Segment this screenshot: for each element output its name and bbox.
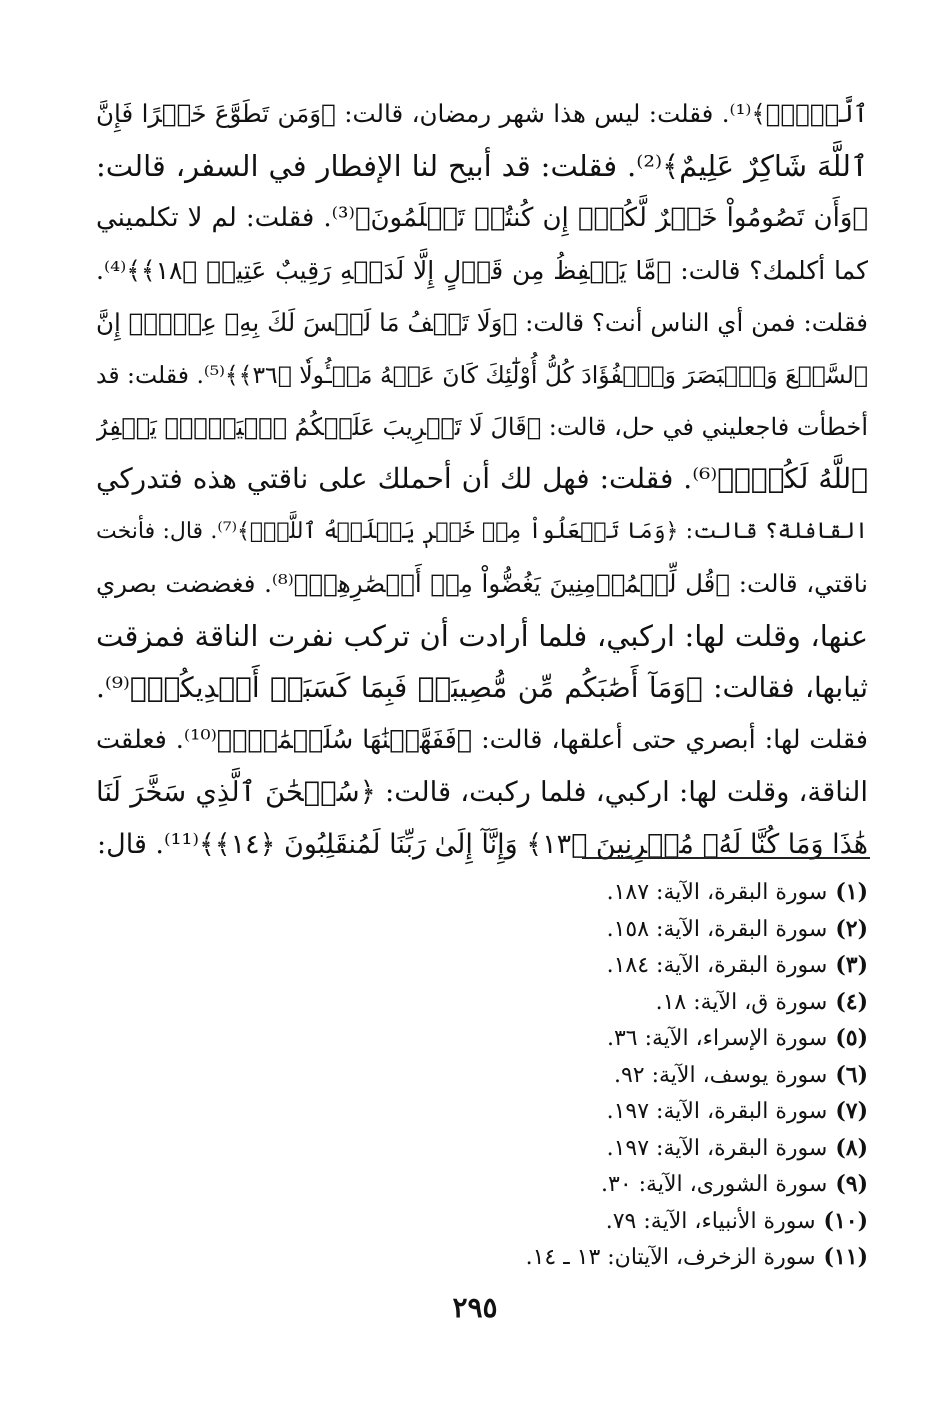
text-line-2: ٱللَّهَ شَاكِرٌ عَلِيمٌ﴾⁽²⁾. فقلت: قد أبيح لنا الإفطار في السفر، قالت: — [96, 149, 868, 184]
footnote-item — [330, 947, 868, 984]
footnote-number: (٣) — [835, 952, 868, 978]
footnote-item — [330, 1203, 868, 1240]
main-text — [96, 88, 868, 871]
footnote-text: سورة الأنبياء، الآية: ٧٩. — [605, 1208, 816, 1234]
footnote-text: سورة البقرة، الآية: ١٩٧. — [606, 1135, 828, 1161]
text-line-9: القافلة؟ قالت: ﴿وَمَا تَفۡعَلُواْ مِنۡ خَيۡرٖ يَعۡلَمۡهُ ٱللَّهُۗ﴾⁽⁷⁾. قال: فأنخت — [96, 518, 868, 544]
footnote-number: (٤) — [835, 988, 868, 1015]
footnotes-list — [330, 874, 868, 1276]
text-line-4: كما أكلمك؟ قالت: ﴿مَّا يَلۡفِظُ مِن قَوۡلٍ إِلَّا لَدَيۡهِ رَقِيبٌ عَتِيدٞ ﴿١٨﴾﴾⁽⁴⁾. — [96, 255, 868, 285]
text-line-13: فقلت لها: أبصري حتى أعلقها، قالت: ﴿فَفَهَّمۡنَٰهَا سُلَيۡمَٰنَۚ﴾⁽¹⁰⁾. فعلقت — [96, 725, 868, 756]
footnote-text: سورة الشورى، الآية: ٣٠. — [601, 1172, 828, 1197]
footnote-text: سورة يوسف، الآية: ٩٢. — [613, 1062, 828, 1088]
footnote-item — [330, 1057, 868, 1094]
footnote-item — [330, 1020, 868, 1057]
footnote-number: (١٠) — [823, 1207, 868, 1234]
text-line-1: ٱلَّيۡلِۚ﴾⁽¹⁾. فقلت: ليس هذا شهر رمضان، قالت: ﴿وَمَن تَطَوَّعَ خَيۡرًا فَإِنَّ — [96, 99, 868, 128]
footnote-number: (٥) — [835, 1025, 868, 1051]
footnote-text: سورة البقرة، الآية: ١٨٧. — [606, 880, 828, 905]
footnote-number: (١١) — [823, 1244, 868, 1270]
text-line-11: عنها، وقلت لها: اركبي، فلما أرادت أن تركب نفرت الناقة فمزقت — [96, 618, 868, 653]
text-line-6: ٱلسَّمۡعَ وَٱلۡبَصَرَ وَٱلۡفُؤَادَ كُلُّ أُوْلَٰٓئِكَ كَانَ عَنۡهُ مَسۡـُٔولٗا ﴿٣٦﴾﴾⁽⁵⁾. فقلت: قد — [96, 360, 868, 389]
text-line-15: هَٰذَا وَمَا كُنَّا لَهُۥ مُقۡرِنِينَ ﴿١٣﴾ وَإِنَّآ إِلَىٰ رَبِّنَا لَمُنقَلِبُونَ ﴿١٤﴾﴾⁽¹¹⁾. قال: — [97, 828, 868, 860]
footnote-number: (٧) — [835, 1098, 868, 1124]
page-number: ٢٩٥ — [452, 1291, 498, 1324]
footnote-item — [330, 1130, 868, 1167]
footnote-number: (٨) — [835, 1134, 868, 1161]
text-line-10: ناقتي، قالت: ﴿قُل لِّلۡمُؤۡمِنِينَ يَغُضُّواْ مِنۡ أَبۡصَٰرِهِمۡ﴾⁽⁸⁾. فغضضت بصري — [96, 568, 868, 598]
footnote-text: سورة البقرة، الآية: ١٨٤. — [606, 953, 828, 978]
text-line-8: ٱللَّهُ لَكُمۡۖ﴾⁽⁶⁾. فقلت: فهل لك أن أحملك على ناقتي هذه فتدركي — [96, 462, 868, 496]
footnote-item — [330, 1239, 868, 1276]
footnote-text: سورة البقرة، الآية: ١٥٨. — [606, 916, 828, 942]
footnote-text: سورة الزخرف، الآيتان: ١٣ ـ ١٤. — [525, 1245, 816, 1270]
footnote-item — [330, 1166, 868, 1203]
footnote-text: سورة الإسراء، الآية: ٣٦. — [606, 1026, 828, 1051]
footnote-text: سورة البقرة، الآية: ١٩٧. — [606, 1099, 828, 1124]
text-line-14: الناقة، وقلت لها: اركبي، فلما ركبت، قالت: ﴿سُبۡحَٰنَ ٱلَّذِي سَخَّرَ لَنَا — [96, 776, 868, 809]
text-line-7: أخطأت فاجعليني في حل، قالت: ﴿قَالَ لَا تَثۡرِيبَ عَلَيۡكُمُ ٱلۡيَوۡمَۖ يَغۡفِرُ — [96, 413, 868, 442]
footnote-text: سورة ق، الآية: ١٨. — [655, 989, 828, 1015]
footnote-item — [330, 984, 868, 1021]
text-line-5: فقلت: فمن أي الناس أنت؟ قالت: ﴿وَلَا تَقۡفُ مَا لَيۡسَ لَكَ بِهِۦ عِلۡمٌۚ إِنَّ — [96, 307, 868, 337]
footnote-item — [330, 911, 868, 948]
footnote-number: (٩) — [835, 1171, 868, 1197]
footnote-divider — [582, 857, 870, 859]
text-line-12: ثيابها، فقالت: ﴿وَمَآ أَصَٰبَكُم مِّن مُّصِيبَةٖ فَبِمَا كَسَبَتۡ أَيۡدِيكُمۡ﴾⁽⁹⁾. — [96, 671, 868, 705]
footnote-number: (١) — [835, 879, 868, 905]
footnote-item — [330, 874, 868, 911]
text-line-3: ﴿وَأَن تَصُومُواْ خَيۡرٌ لَّكُمۡۖ إِن كُنتُمۡ تَعۡلَمُونَ﴾⁽³⁾. فقلت: لم لا تكلميني — [96, 203, 868, 234]
footnote-item — [330, 1093, 868, 1130]
footnote-number: (٢) — [835, 915, 868, 942]
footnote-number: (٦) — [835, 1061, 868, 1088]
